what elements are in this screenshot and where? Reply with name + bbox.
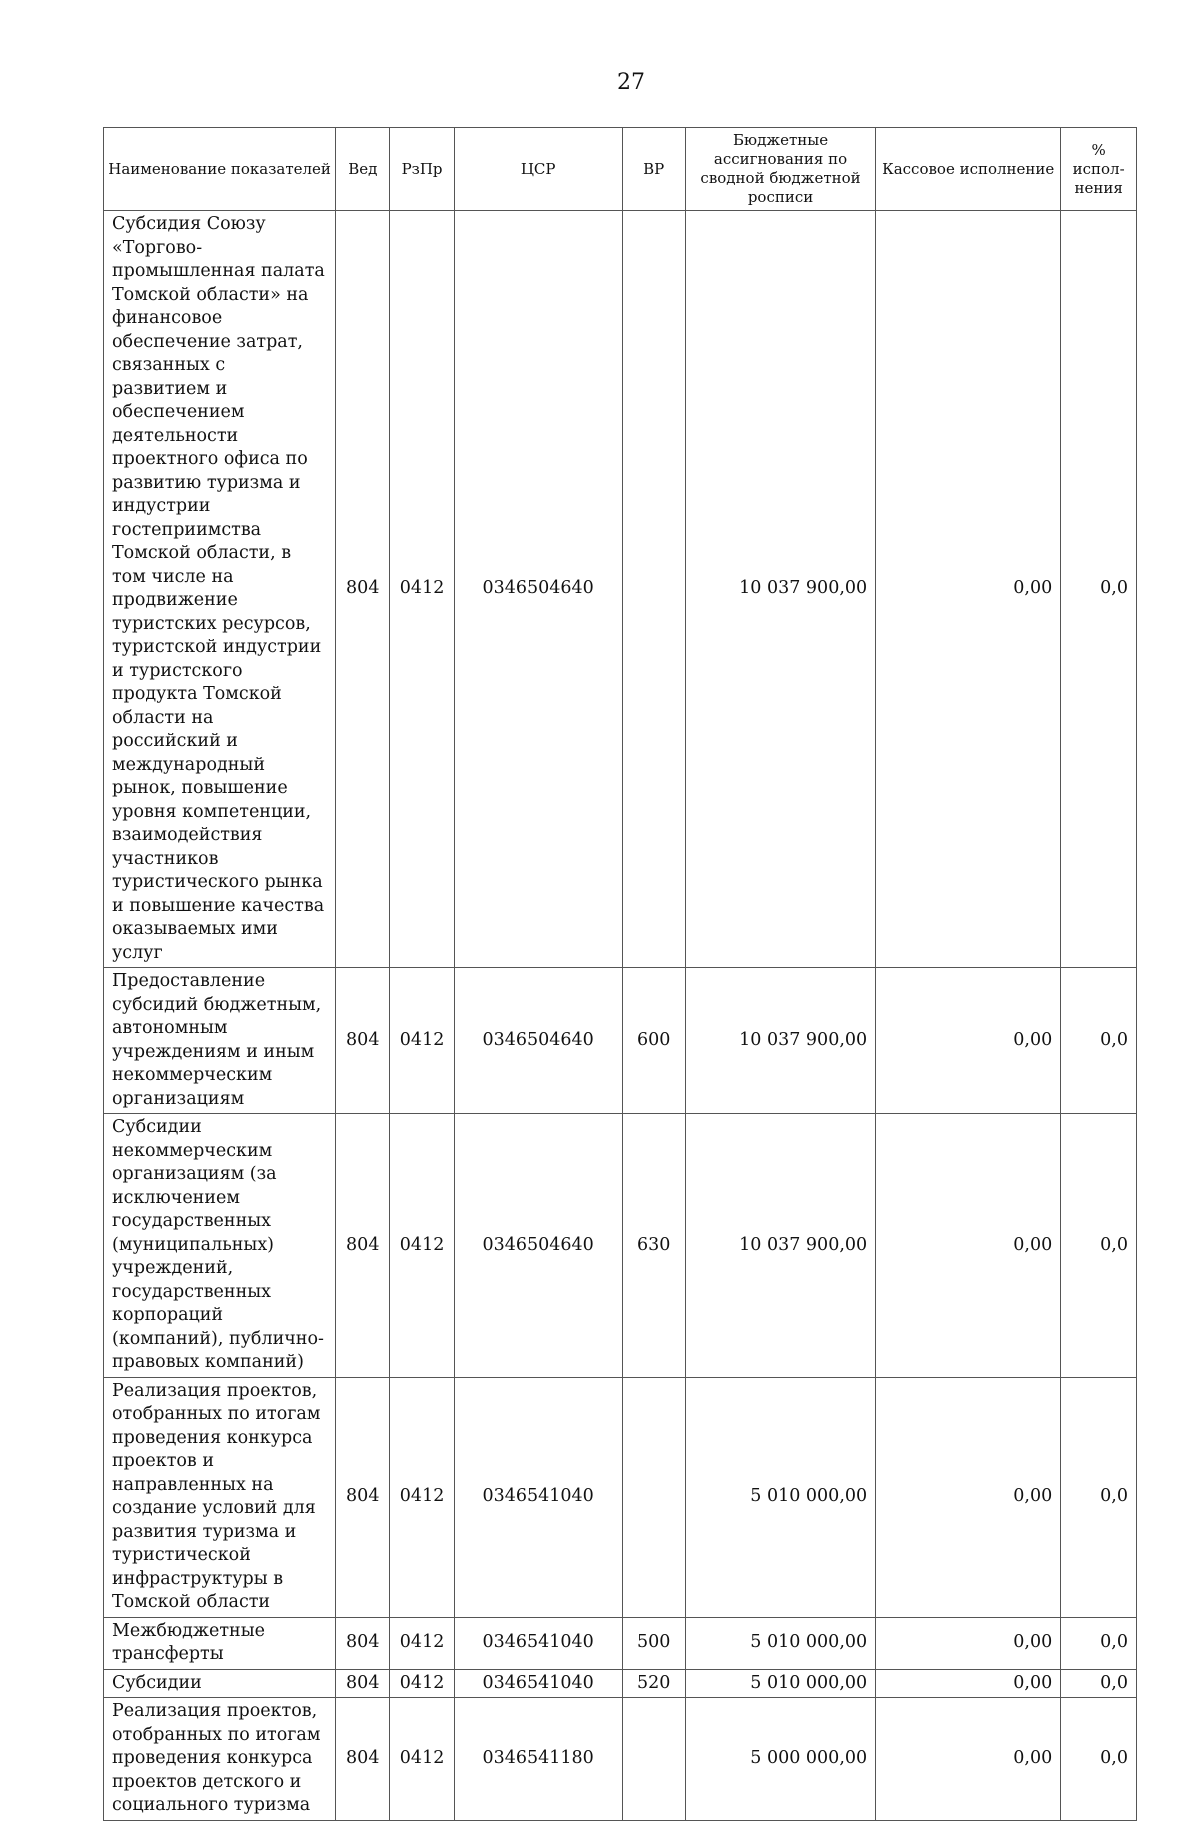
row-cash: 0,00 — [876, 211, 1061, 968]
header-cash: Кассовое исполнение — [876, 128, 1061, 211]
row-ved: 804 — [336, 1698, 390, 1821]
row-rzpr: 0412 — [390, 1377, 454, 1617]
row-name: Межбюджетные трансферты — [104, 1617, 336, 1669]
row-csr: 0346541040 — [454, 1669, 622, 1698]
row-rzpr: 0412 — [390, 968, 454, 1114]
row-name: Субсидия Союзу «Торгово-промышленная палата Томской области» на финансовое обеспечение затрат, связанных с развитием и обеспечением деятельности проектного офиса по развитию туризма и индустрии гостеприимства Томской области, в том числе на продвижение туристских ресурсов, туристской индустрии и туристского продукта Томской области на российский и международный рынок, повышение уровня компетенции, взаимодействия участников туристического рынка и повышение качества оказываемых ими услуг — [104, 211, 336, 968]
row-percent: 0,0 — [1061, 211, 1137, 968]
row-rzpr: 0412 — [390, 211, 454, 968]
row-budget: 5 010 000,00 — [685, 1617, 875, 1669]
row-percent: 0,0 — [1061, 1698, 1137, 1821]
row-cash: 0,00 — [876, 1114, 1061, 1378]
row-name: Предоставление субсидий бюджетным, автономным учреждениям и иным некоммерческим организациям — [104, 968, 336, 1114]
row-percent: 0,0 — [1061, 1114, 1137, 1378]
table-row — [104, 211, 1137, 968]
row-vr — [622, 1377, 685, 1617]
row-ved: 804 — [336, 1617, 390, 1669]
header-budget: Бюджетные ассигнования по сводной бюджетной росписи — [685, 128, 875, 211]
row-rzpr: 0412 — [390, 1669, 454, 1698]
row-cash: 0,00 — [876, 1698, 1061, 1821]
row-csr: 0346504640 — [454, 211, 622, 968]
table-header-row — [104, 128, 1137, 211]
row-ved: 804 — [336, 968, 390, 1114]
row-budget: 5 010 000,00 — [685, 1377, 875, 1617]
row-cash: 0,00 — [876, 1669, 1061, 1698]
header-name: Наименование показателей — [104, 128, 336, 211]
page-number: 27 — [617, 70, 645, 95]
table-row — [104, 968, 1137, 1114]
row-ved: 804 — [336, 1377, 390, 1617]
row-name: Субсидии — [104, 1669, 336, 1698]
table-row — [104, 1617, 1137, 1669]
row-budget: 10 037 900,00 — [685, 1114, 875, 1378]
row-rzpr: 0412 — [390, 1617, 454, 1669]
row-vr — [622, 1698, 685, 1821]
row-csr: 0346504640 — [454, 968, 622, 1114]
row-percent: 0,0 — [1061, 1617, 1137, 1669]
row-vr: 500 — [622, 1617, 685, 1669]
header-percent: % испол-нения — [1061, 128, 1137, 211]
row-name: Реализация проектов, отобранных по итогам проведения конкурса проектов и направленных на создание условий для развития туризма и туристической инфраструктуры в Томской области — [104, 1377, 336, 1617]
row-name: Субсидии некоммерческим организациям (за исключением государственных (муниципальных) учреждений, государственных корпораций (компаний), публично-правовых компаний) — [104, 1114, 336, 1378]
row-ved: 804 — [336, 1114, 390, 1378]
header-rzpr: РзПр — [390, 128, 454, 211]
row-budget: 10 037 900,00 — [685, 211, 875, 968]
row-ved: 804 — [336, 1669, 390, 1698]
row-csr: 0346541180 — [454, 1698, 622, 1821]
header-ved: Вед — [336, 128, 390, 211]
row-budget: 10 037 900,00 — [685, 968, 875, 1114]
row-cash: 0,00 — [876, 1617, 1061, 1669]
row-cash: 0,00 — [876, 1377, 1061, 1617]
row-csr: 0346541040 — [454, 1617, 622, 1669]
table-row — [104, 1114, 1137, 1378]
table-row — [104, 1669, 1137, 1698]
row-rzpr: 0412 — [390, 1114, 454, 1378]
header-csr: ЦСР — [454, 128, 622, 211]
row-budget: 5 010 000,00 — [685, 1669, 875, 1698]
row-cash: 0,00 — [876, 968, 1061, 1114]
row-ved: 804 — [336, 211, 390, 968]
row-vr: 600 — [622, 968, 685, 1114]
row-name: Реализация проектов, отобранных по итогам проведения конкурса проектов детского и социального туризма — [104, 1698, 336, 1821]
row-percent: 0,0 — [1061, 1377, 1137, 1617]
header-vr: ВР — [622, 128, 685, 211]
row-vr: 520 — [622, 1669, 685, 1698]
table-row — [104, 1377, 1137, 1617]
row-percent: 0,0 — [1061, 1669, 1137, 1698]
row-csr: 0346504640 — [454, 1114, 622, 1378]
row-budget: 5 000 000,00 — [685, 1698, 875, 1821]
row-csr: 0346541040 — [454, 1377, 622, 1617]
row-rzpr: 0412 — [390, 1698, 454, 1821]
row-vr — [622, 211, 685, 968]
row-vr: 630 — [622, 1114, 685, 1378]
row-percent: 0,0 — [1061, 968, 1137, 1114]
table-row — [104, 1698, 1137, 1821]
budget-table — [103, 127, 1137, 1821]
